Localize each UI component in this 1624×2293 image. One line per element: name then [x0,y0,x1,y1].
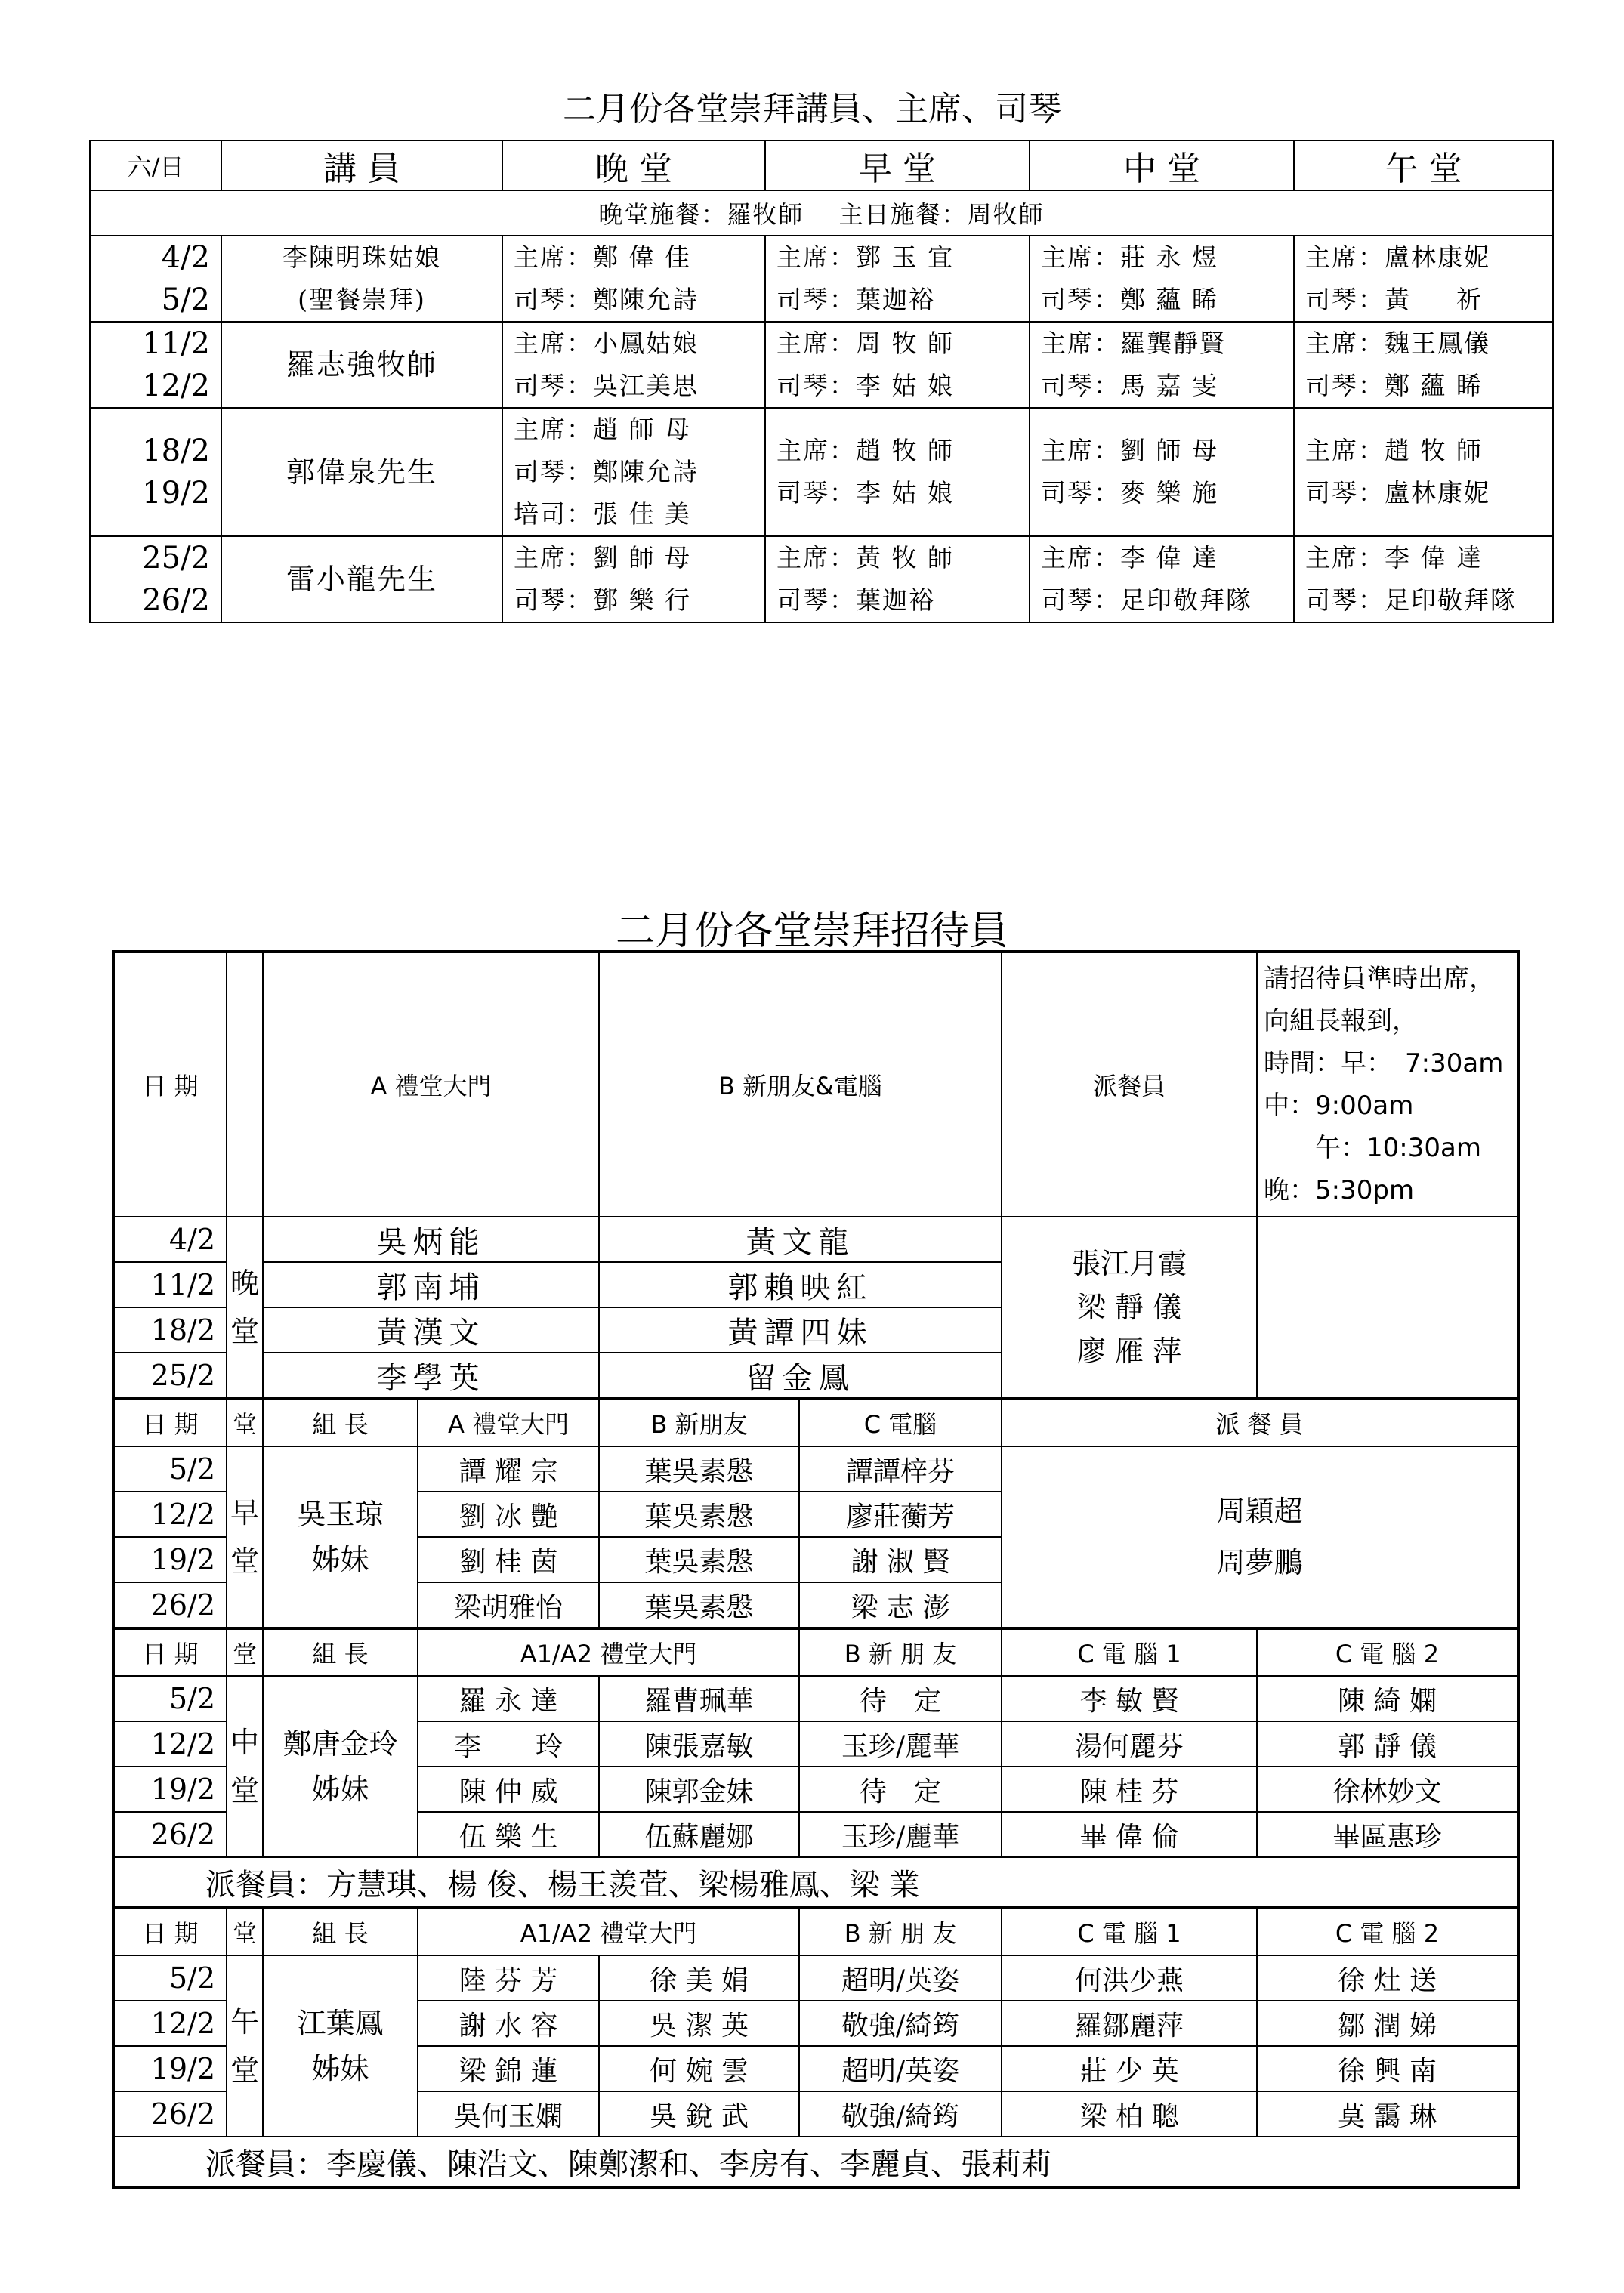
row-speaker [221,322,502,408]
early-header [113,1399,1518,1446]
middle-header-hall: 堂 [227,1628,263,1676]
noon-header-leader: 組 長 [263,1908,418,1955]
row-speaker [221,408,502,536]
row-speaker [221,236,502,322]
row-evening [502,322,765,408]
evening-date: 25/2 [113,1353,227,1399]
early-line: 主席：趙 牧 師 [776,436,954,465]
early-header-date: 日 期 [113,1399,227,1446]
evening-usher-b: 留金鳳 [599,1353,1002,1399]
middle-usher-a2: 陳郭金妹 [599,1767,799,1812]
preacher-row [90,536,1553,622]
middle-header-leader: 組 長 [263,1628,418,1676]
evening-line: 主席：趙 師 母 [514,415,691,444]
early-service-label: 早堂 [227,1446,263,1628]
row-evening [502,536,765,622]
early-usher-b: 葉吳素慇 [599,1492,799,1537]
middle-usher-c2: 徐林妙文 [1257,1767,1518,1812]
noon-line: 主席：魏王鳳儀 [1305,329,1490,358]
middle-header-a: A1/A2 禮堂大門 [418,1628,799,1676]
header-evening: 晚 堂 [502,140,765,190]
server-name: 張江月霞 [1072,1247,1187,1280]
row-middle [1030,236,1294,322]
evening-usher-b: 黃文龍 [599,1217,1002,1262]
noon-service-label: 午堂 [227,1955,263,2137]
early-date: 19/2 [113,1537,227,1582]
header-speaker: 講 員 [221,140,502,190]
early-servers [1002,1446,1518,1628]
early-line: 主席：黃 牧 師 [776,543,954,572]
middle-usher-c1: 李 敏 賢 [1002,1676,1257,1721]
evening-line: 司琴：吳江美思 [514,371,699,400]
row-noon [1294,236,1553,322]
middle-usher-c2: 郭 靜 儀 [1257,1721,1518,1767]
speaker-line: 羅志強牧師 [286,348,437,381]
preacher-table [89,140,1554,623]
early-usher-a: 譚 耀 宗 [418,1446,599,1492]
usher-table-title: 二月份各堂崇拜招待員 [615,909,1008,954]
evening-usher-b: 黃譚四妹 [599,1307,1002,1353]
early-usher-c: 廖莊蘅芳 [799,1492,1002,1537]
early-header-leader: 組 長 [263,1399,418,1446]
middle-line: 主席：李 偉 達 [1041,543,1218,572]
middle-header-c1: C 電 腦 1 [1002,1628,1257,1676]
noon-line: 司琴：盧林康妮 [1305,478,1490,508]
noon-usher-a2: 徐 美 娟 [599,1955,799,2001]
middle-leader [263,1676,418,1857]
evening-service-label: 晚堂 [227,1217,263,1399]
noon-line: 主席：趙 牧 師 [1305,436,1483,465]
noon-line: 司琴：黃 祈 [1305,285,1483,314]
noon-row [113,1955,1518,2001]
noon-usher-a1: 謝 水 容 [418,2001,599,2046]
server-name: 周穎超 [1216,1495,1303,1528]
row-middle [1030,322,1294,408]
noon-usher-b: 超明/英姿 [799,1955,1002,2001]
noon-date: 19/2 [113,2046,227,2091]
middle-usher-a1: 李 玲 [418,1721,599,1767]
usher-instructions [1257,952,1518,1217]
leader-line: 吳玉琼 [297,1498,384,1531]
middle-date: 5/2 [113,1676,227,1721]
middle-line: 主席：莊 永 煜 [1041,242,1218,272]
early-line: 司琴：李 姑 娘 [776,371,954,400]
middle-usher-c1: 陳 桂 芬 [1002,1767,1257,1812]
middle-date: 26/2 [113,1812,227,1857]
noon-usher-a1: 梁 錦 蓮 [418,2046,599,2091]
noon-usher-a1: 陸 芬 芳 [418,1955,599,2001]
early-row [113,1446,1518,1492]
noon-usher-c2: 莫 靄 琳 [1257,2091,1518,2137]
noon-usher-c1: 莊 少 英 [1002,2046,1257,2091]
evening-date: 18/2 [113,1307,227,1353]
evening-header [113,952,1518,1217]
row-early [765,408,1030,536]
early-usher-b: 葉吳素慇 [599,1446,799,1492]
evening-usher-a: 郭南埔 [263,1262,599,1307]
evening-servers [1002,1217,1257,1399]
noon-header-hall: 堂 [227,1908,263,1955]
date-line: 19/2 [142,476,210,511]
evening-row [113,1307,1518,1353]
note-line: 午：10:30am [1264,1133,1481,1163]
middle-line: 主席：劉 師 母 [1041,436,1218,465]
middle-line: 司琴：足印敬拜隊 [1041,585,1252,615]
meal-note: 晚堂施餐：羅牧師 主日施餐：周牧師 [90,190,1553,236]
early-date: 5/2 [113,1446,227,1492]
preacher-row [90,322,1553,408]
preacher-row [90,236,1553,322]
middle-usher-a2: 陳張嘉敏 [599,1721,799,1767]
early-line: 司琴：李 姑 娘 [776,478,954,508]
header-middle: 中 堂 [1030,140,1294,190]
date-line: 5/2 [161,282,210,317]
evening-date: 4/2 [113,1217,227,1262]
row-evening [502,236,765,322]
evening-header-date: 日 期 [113,952,227,1217]
evening-line: 司琴：鄭陳允詩 [514,457,699,486]
noon-header-c2: C 電 腦 2 [1257,1908,1518,1955]
early-usher-c: 譚譚梓芬 [799,1446,1002,1492]
header-early: 早 堂 [765,140,1030,190]
row-evening [502,408,765,536]
leader-line: 姊妹 [311,1543,369,1576]
middle-service-label: 中堂 [227,1676,263,1857]
row-early [765,536,1030,622]
row-speaker [221,536,502,622]
noon-servers-line: 派餐員：李慶儀、陳浩文、陳鄭潔和、李房有、李麗貞、張莉莉 [113,2137,1518,2187]
middle-usher-b: 待 定 [799,1767,1002,1812]
early-usher-a: 劉 桂 茵 [418,1537,599,1582]
early-line: 主席：鄧 玉 宜 [776,242,954,272]
early-date: 12/2 [113,1492,227,1537]
middle-usher-a1: 羅 永 達 [418,1676,599,1721]
evening-line: 司琴：鄧 樂 行 [514,585,691,615]
speaker-line: 雷小龍先生 [286,563,437,596]
noon-header-date: 日 期 [113,1908,227,1955]
row-middle [1030,408,1294,536]
header-noon: 午 堂 [1294,140,1553,190]
row-noon [1294,536,1553,622]
middle-header-c2: C 電 腦 2 [1257,1628,1518,1676]
middle-usher-b: 玉珍/麗華 [799,1721,1002,1767]
evening-usher-a: 李學英 [263,1353,599,1399]
server-name: 周夢鵬 [1216,1546,1303,1579]
early-usher-a: 劉 冰 艷 [418,1492,599,1537]
middle-usher-a2: 伍蘇麗娜 [599,1812,799,1857]
evening-header-servers: 派餐員 [1002,952,1257,1217]
noon-usher-c1: 羅鄒麗萍 [1002,2001,1257,2046]
early-usher-a: 梁胡雅怡 [418,1582,599,1628]
date-line: 11/2 [142,326,210,361]
middle-usher-c1: 畢 偉 倫 [1002,1812,1257,1857]
middle-servers-line: 派餐員：方慧琪、楊 俊、楊王羨萓、梁楊雅鳳、梁 業 [113,1857,1518,1908]
evening-usher-a: 吳炳能 [263,1217,599,1262]
note-line: 晚：5:30pm [1264,1175,1415,1205]
noon-usher-b: 敬強/綺筠 [799,2091,1002,2137]
speaker-line: 郭偉泉先生 [286,455,437,489]
early-header-a: A 禮堂大門 [418,1399,599,1446]
note-line: 請招待員準時出席， [1264,964,1496,994]
noon-usher-c2: 徐 興 南 [1257,2046,1518,2091]
middle-row [113,1676,1518,1721]
early-header-b: B 新朋友 [599,1399,799,1446]
evening-date: 11/2 [113,1262,227,1307]
noon-usher-b: 超明/英姿 [799,2046,1002,2091]
middle-usher-c2: 畢區惠珍 [1257,1812,1518,1857]
middle-header-date: 日 期 [113,1628,227,1676]
noon-header-b: B 新 朋 友 [799,1908,1002,1955]
row-middle [1030,536,1294,622]
middle-header-b: B 新 朋 友 [799,1628,1002,1676]
leader-line: 鄭唐金玲 [283,1727,398,1761]
row-early [765,236,1030,322]
middle-date: 12/2 [113,1721,227,1767]
date-line: 26/2 [142,583,210,618]
row-noon [1294,322,1553,408]
note-line: 向組長報到， [1264,1006,1419,1036]
header-date: 六/日 [90,140,221,190]
date-line: 25/2 [142,541,210,576]
early-usher-b: 葉吳素慇 [599,1582,799,1628]
middle-usher-c2: 陳 綺 嫻 [1257,1676,1518,1721]
early-date: 26/2 [113,1582,227,1628]
speaker-line: (聖餐崇拜) [298,285,426,314]
middle-date: 19/2 [113,1767,227,1812]
early-line: 主席：周 牧 師 [776,329,954,358]
middle-header [113,1628,1518,1676]
early-usher-c: 謝 淑 賢 [799,1537,1002,1582]
server-name: 廖 雁 萍 [1076,1335,1182,1368]
middle-line: 司琴：麥 樂 施 [1041,478,1218,508]
early-usher-c: 梁 志 澎 [799,1582,1002,1628]
evening-line: 主席：小鳳姑娘 [514,329,699,358]
noon-usher-c2: 徐 灶 送 [1257,1955,1518,2001]
row-dates [90,408,221,536]
middle-usher-c1: 湯何麗芬 [1002,1721,1257,1767]
early-header-c: C 電腦 [799,1399,1002,1446]
evening-line: 培司：張 佳 美 [514,499,691,529]
noon-usher-a1: 吳何玉嫻 [418,2091,599,2137]
evening-usher-a: 黃漢文 [263,1307,599,1353]
evening-header-b: B 新朋友&電腦 [599,952,1002,1217]
middle-line: 司琴：鄭 蘊 睎 [1041,285,1218,314]
noon-usher-a2: 吳 潔 英 [599,2001,799,2046]
noon-usher-c2: 鄒 潤 娣 [1257,2001,1518,2046]
leader-line: 江葉鳳 [297,2007,384,2040]
usher-table [112,950,1520,2189]
noon-date: 12/2 [113,2001,227,2046]
evening-line: 主席：鄭 偉 佳 [514,242,691,272]
noon-line: 司琴：鄭 蘊 睎 [1305,371,1483,400]
preacher-table-header [90,140,1553,190]
row-early [765,322,1030,408]
row-dates [90,322,221,408]
evening-line: 司琴：鄭陳允詩 [514,285,699,314]
early-line: 司琴：葉迦裕 [776,585,935,615]
early-header-hall: 堂 [227,1399,263,1446]
leader-line: 姊妹 [311,2052,369,2085]
noon-leader [263,1955,418,2137]
speaker-line: 李陳明珠姑娘 [283,242,441,272]
noon-usher-a2: 何 婉 雲 [599,2046,799,2091]
evening-row [113,1353,1518,1399]
evening-row [113,1262,1518,1307]
middle-usher-b: 待 定 [799,1676,1002,1721]
noon-usher-c1: 梁 柏 聰 [1002,2091,1257,2137]
evening-line: 主席：劉 師 母 [514,543,691,572]
preacher-table-title: 二月份各堂崇拜講員、主席、司琴 [563,90,1061,128]
preacher-row [90,408,1553,536]
middle-usher-a1: 陳 仲 威 [418,1767,599,1812]
row-noon [1294,408,1553,536]
note-line: 中：9:00am [1264,1091,1414,1121]
noon-line: 司琴：足印敬拜隊 [1305,585,1517,615]
date-line: 18/2 [142,434,210,468]
noon-date: 26/2 [113,2091,227,2137]
date-line: 12/2 [142,369,210,403]
evening-usher-b: 郭賴映紅 [599,1262,1002,1307]
middle-usher-b: 玉珍/麗華 [799,1812,1002,1857]
evening-row [113,1217,1518,1262]
row-dates [90,536,221,622]
noon-header-a: A1/A2 禮堂大門 [418,1908,799,1955]
noon-line: 主席：盧林康妮 [1305,242,1490,272]
middle-usher-a2: 羅曹珮華 [599,1676,799,1721]
note-line: 時間：早： 7:30am [1264,1048,1504,1079]
noon-usher-c1: 何洪少燕 [1002,1955,1257,2001]
noon-date: 5/2 [113,1955,227,2001]
noon-usher-a2: 吳 銳 武 [599,2091,799,2137]
early-line: 司琴：葉迦裕 [776,285,935,314]
evening-header-a: A 禮堂大門 [263,952,599,1217]
early-usher-b: 葉吳素慇 [599,1537,799,1582]
noon-usher-b: 敬強/綺筠 [799,2001,1002,2046]
middle-usher-a1: 伍 樂 生 [418,1812,599,1857]
row-dates [90,236,221,322]
noon-header [113,1908,1518,1955]
middle-line: 主席：羅龔靜賢 [1041,329,1226,358]
early-leader [263,1446,418,1628]
early-header-servers: 派 餐 員 [1002,1399,1518,1446]
middle-line: 司琴：馬 嘉 雯 [1041,371,1218,400]
noon-header-c1: C 電 腦 1 [1002,1908,1257,1955]
date-line: 4/2 [161,240,210,275]
noon-line: 主席：李 偉 達 [1305,543,1483,572]
leader-line: 姊妹 [311,1773,369,1806]
server-name: 梁 靜 儀 [1076,1291,1182,1324]
